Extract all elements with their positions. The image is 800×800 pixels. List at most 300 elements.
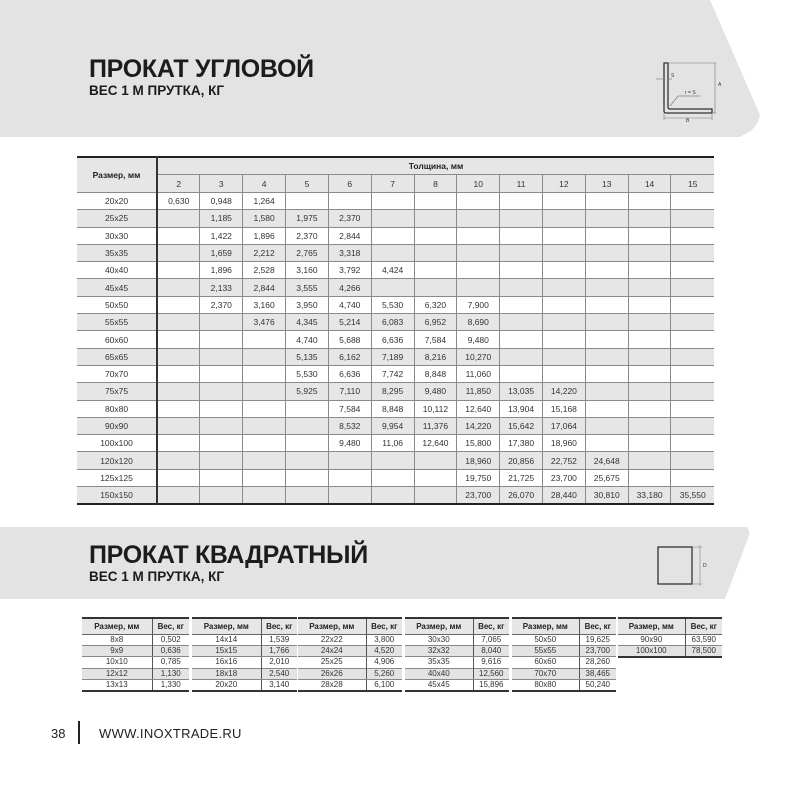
weight-cell: 4,520 bbox=[366, 646, 402, 657]
weight-cell: 11,376 bbox=[414, 417, 457, 434]
size-cell: 45x45 bbox=[405, 679, 473, 691]
weight-cell: 13,904 bbox=[500, 400, 543, 417]
size-cell: 55x55 bbox=[77, 314, 157, 331]
weight-cell bbox=[414, 193, 457, 210]
table-row bbox=[82, 646, 189, 657]
table-row bbox=[512, 679, 616, 691]
weight-cell: 15,168 bbox=[543, 400, 586, 417]
weight-cell: 4,266 bbox=[328, 279, 371, 296]
size-cell: 35x35 bbox=[405, 657, 473, 668]
weight-cell bbox=[543, 348, 586, 365]
weight-cell bbox=[243, 452, 286, 469]
weight-cell bbox=[585, 383, 628, 400]
weight-cell bbox=[243, 469, 286, 486]
size-cell: 50x50 bbox=[77, 296, 157, 313]
weight-cell: 78,500 bbox=[685, 646, 722, 658]
table-row bbox=[77, 435, 714, 452]
weight-cell bbox=[671, 210, 714, 227]
weight-cell bbox=[585, 210, 628, 227]
weight-cell: 22,752 bbox=[543, 452, 586, 469]
weight-cell bbox=[671, 262, 714, 279]
weight-cell bbox=[628, 331, 671, 348]
weight-cell: 1,659 bbox=[200, 244, 243, 261]
weight-cell bbox=[585, 331, 628, 348]
square-table bbox=[618, 617, 722, 658]
weight-cell bbox=[543, 244, 586, 261]
weight-cell bbox=[500, 227, 543, 244]
weight-cell bbox=[457, 227, 500, 244]
weight-cell bbox=[243, 365, 286, 382]
weight-cell: 6,162 bbox=[328, 348, 371, 365]
weight-cell: 9,480 bbox=[414, 383, 457, 400]
weight-cell bbox=[628, 227, 671, 244]
page-number: 38 bbox=[51, 726, 66, 741]
weight-cell: 0,785 bbox=[160, 657, 181, 667]
table-row bbox=[77, 331, 714, 348]
weight-cell: 1,580 bbox=[243, 210, 286, 227]
weight-cell bbox=[157, 417, 200, 434]
weight-cell: 14,220 bbox=[457, 417, 500, 434]
weight-cell bbox=[414, 227, 457, 244]
weight-cell bbox=[157, 365, 200, 382]
square-table bbox=[192, 617, 297, 692]
weight-cell: 3,160 bbox=[243, 296, 286, 313]
weight-cell: 2,133 bbox=[200, 279, 243, 296]
angle-profile-diagram-icon bbox=[652, 58, 732, 122]
thickness-column-header: 10 bbox=[457, 175, 500, 193]
size-cell: 26x26 bbox=[298, 668, 366, 679]
size-cell: 9x9 bbox=[82, 646, 152, 657]
weight-cell: 0,636 bbox=[152, 646, 189, 657]
square-section-title: ПРОКАТ КВАДРАТНЫЙ bbox=[89, 541, 368, 569]
weight-cell bbox=[328, 469, 371, 486]
weight-cell bbox=[671, 348, 714, 365]
weight-cell: 3,792 bbox=[328, 262, 371, 279]
weight-cell bbox=[286, 435, 329, 452]
weight-cell bbox=[243, 487, 286, 505]
weight-cell bbox=[585, 296, 628, 313]
table-row bbox=[77, 417, 714, 434]
weight-cell: 13,035 bbox=[500, 383, 543, 400]
weight-cell bbox=[243, 348, 286, 365]
weight-cell: 38,465 bbox=[579, 668, 616, 679]
weight-cell: 5,925 bbox=[286, 383, 329, 400]
size-cell: 30x30 bbox=[405, 635, 473, 646]
weight-cell bbox=[457, 193, 500, 210]
weight-cell bbox=[628, 296, 671, 313]
weight-cell bbox=[585, 262, 628, 279]
weight-cell bbox=[157, 262, 200, 279]
size-cell: 24x24 bbox=[298, 646, 366, 657]
weight-cell bbox=[671, 331, 714, 348]
square-table bbox=[512, 617, 616, 692]
size-cell: 16x16 bbox=[192, 657, 261, 668]
weight-cell: 10,112 bbox=[414, 400, 457, 417]
table-row bbox=[77, 487, 714, 505]
weight-cell bbox=[628, 365, 671, 382]
weight-cell: 8,295 bbox=[371, 383, 414, 400]
thickness-column-header: 5 bbox=[286, 175, 329, 193]
size-cell: 150x150 bbox=[77, 487, 157, 505]
weight-cell: 63,590 bbox=[691, 635, 716, 645]
weight-cell: 17,380 bbox=[500, 435, 543, 452]
weight-cell bbox=[628, 348, 671, 365]
svg-text:D: D bbox=[703, 563, 707, 569]
thickness-column-header: 4 bbox=[243, 175, 286, 193]
weight-cell: 12,640 bbox=[414, 435, 457, 452]
weight-cell: 6,083 bbox=[371, 314, 414, 331]
table-row bbox=[77, 400, 714, 417]
weight-cell: 1,539 bbox=[269, 635, 290, 645]
weight-cell bbox=[628, 452, 671, 469]
table-row bbox=[192, 657, 297, 668]
size-cell: 22x22 bbox=[298, 635, 366, 646]
weight-cell bbox=[200, 400, 243, 417]
weight-cell bbox=[671, 417, 714, 434]
weight-cell bbox=[286, 487, 329, 505]
weight-cell bbox=[243, 331, 286, 348]
weight-cell: 11,06 bbox=[371, 435, 414, 452]
weight-cell bbox=[243, 383, 286, 400]
weight-cell: 2,528 bbox=[243, 262, 286, 279]
size-cell: 55x55 bbox=[512, 646, 579, 657]
table-row bbox=[192, 679, 297, 691]
weight-cell bbox=[671, 400, 714, 417]
weight-cell: 28,260 bbox=[585, 657, 610, 667]
weight-cell: 15,642 bbox=[500, 417, 543, 434]
weight-cell: 6,100 bbox=[374, 679, 395, 689]
weight-cell bbox=[671, 469, 714, 486]
thickness-header: Толщина, мм bbox=[157, 157, 714, 175]
table-row bbox=[192, 668, 297, 679]
weight-cell bbox=[585, 279, 628, 296]
weight-cell bbox=[628, 279, 671, 296]
weight-cell bbox=[200, 365, 243, 382]
footer-divider bbox=[78, 721, 80, 744]
weight-cell bbox=[500, 244, 543, 261]
weight-cell: 3,800 bbox=[374, 635, 395, 645]
size-cell: 75x75 bbox=[77, 383, 157, 400]
table-row bbox=[77, 279, 714, 296]
weight-cell: 30,810 bbox=[585, 487, 628, 505]
weight-cell: 2,765 bbox=[286, 244, 329, 261]
weight-cell bbox=[671, 452, 714, 469]
thickness-column-header: 13 bbox=[585, 175, 628, 193]
weight-cell: 4,740 bbox=[328, 296, 371, 313]
weight-cell: 5,214 bbox=[328, 314, 371, 331]
weight-cell bbox=[200, 383, 243, 400]
weight-cell: 1,896 bbox=[243, 227, 286, 244]
weight-cell: 26,070 bbox=[500, 487, 543, 505]
weight-cell: 8,848 bbox=[371, 400, 414, 417]
table-row bbox=[77, 452, 714, 469]
weight-cell bbox=[371, 469, 414, 486]
weight-cell bbox=[671, 227, 714, 244]
weight-cell: 3,140 bbox=[269, 679, 290, 689]
weight-cell bbox=[628, 417, 671, 434]
size-cell: 70x70 bbox=[512, 668, 579, 679]
weight-cell bbox=[371, 227, 414, 244]
weight-cell: 2,212 bbox=[243, 244, 286, 261]
weight-cell: 2,844 bbox=[328, 227, 371, 244]
size-cell: 65x65 bbox=[77, 348, 157, 365]
weight-cell bbox=[371, 193, 414, 210]
weight-cell bbox=[585, 227, 628, 244]
angle-section-subtitle: ВЕС 1 М ПРУТКА, КГ bbox=[89, 83, 225, 98]
weight-cell: 7,584 bbox=[328, 400, 371, 417]
square-table bbox=[405, 617, 509, 692]
weight-cell bbox=[200, 331, 243, 348]
weight-cell bbox=[500, 331, 543, 348]
weight-cell: 7,742 bbox=[371, 365, 414, 382]
weight-cell bbox=[628, 400, 671, 417]
weight-cell: 4,424 bbox=[371, 262, 414, 279]
weight-cell: 7,900 bbox=[457, 296, 500, 313]
table-row bbox=[77, 262, 714, 279]
weight-cell: 8,690 bbox=[457, 314, 500, 331]
table-row bbox=[192, 635, 297, 646]
thickness-column-header: 11 bbox=[500, 175, 543, 193]
table-row bbox=[405, 646, 509, 657]
weight-cell bbox=[500, 296, 543, 313]
size-column-header: Размер, мм bbox=[192, 618, 261, 635]
weight-cell: 9,480 bbox=[328, 435, 371, 452]
weight-cell bbox=[200, 452, 243, 469]
size-cell: 90x90 bbox=[77, 417, 157, 434]
size-cell: 25x25 bbox=[298, 657, 366, 668]
table-row bbox=[512, 668, 616, 679]
size-cell: 8x8 bbox=[82, 635, 152, 646]
size-cell: 100x100 bbox=[618, 646, 685, 658]
weight-cell: 14,220 bbox=[543, 383, 586, 400]
weight-cell bbox=[157, 296, 200, 313]
weight-cell: 9,954 bbox=[371, 417, 414, 434]
size-cell: 90x90 bbox=[618, 635, 685, 646]
weight-cell: 2,370 bbox=[200, 296, 243, 313]
size-cell: 13x13 bbox=[82, 679, 152, 691]
weight-cell bbox=[543, 296, 586, 313]
weight-cell bbox=[157, 244, 200, 261]
weight-cell: 9,616 bbox=[481, 657, 502, 667]
weight-cell: 23,700 bbox=[543, 469, 586, 486]
table-row bbox=[298, 635, 402, 646]
weight-cell: 2,370 bbox=[328, 210, 371, 227]
weight-cell: 24,648 bbox=[585, 452, 628, 469]
weight-column-header: Вес, кг bbox=[366, 618, 402, 635]
weight-cell: 12,640 bbox=[457, 400, 500, 417]
size-cell: 18x18 bbox=[192, 668, 261, 679]
size-column-header: Размер, мм bbox=[77, 157, 157, 193]
size-cell: 10x10 bbox=[82, 657, 152, 668]
size-column-header: Размер, мм bbox=[298, 618, 366, 635]
weight-cell bbox=[371, 452, 414, 469]
weight-cell: 33,180 bbox=[628, 487, 671, 505]
weight-cell bbox=[200, 348, 243, 365]
weight-cell: 19,750 bbox=[457, 469, 500, 486]
weight-cell bbox=[157, 210, 200, 227]
weight-cell: 11,850 bbox=[457, 383, 500, 400]
weight-cell: 0,948 bbox=[200, 193, 243, 210]
weight-cell: 23,700 bbox=[579, 646, 616, 657]
weight-cell: 6,952 bbox=[414, 314, 457, 331]
weight-cell bbox=[585, 435, 628, 452]
weight-cell: 17,064 bbox=[543, 417, 586, 434]
table-row bbox=[77, 365, 714, 382]
weight-cell bbox=[585, 348, 628, 365]
thickness-column-header: 2 bbox=[157, 175, 200, 193]
weight-cell bbox=[543, 262, 586, 279]
weight-cell bbox=[157, 279, 200, 296]
thickness-column-header: 8 bbox=[414, 175, 457, 193]
size-cell: 45x45 bbox=[77, 279, 157, 296]
weight-cell: 2,010 bbox=[269, 657, 290, 667]
table-row bbox=[405, 679, 509, 691]
weight-cell: 1,264 bbox=[243, 193, 286, 210]
svg-text:r = S: r = S bbox=[685, 90, 696, 96]
weight-cell: 6,320 bbox=[414, 296, 457, 313]
size-cell: 14x14 bbox=[192, 635, 261, 646]
svg-text:B: B bbox=[686, 118, 690, 122]
table-row bbox=[77, 244, 714, 261]
table-row bbox=[618, 635, 722, 646]
table-row bbox=[77, 227, 714, 244]
table-row bbox=[82, 657, 189, 668]
weight-cell: 3,476 bbox=[243, 314, 286, 331]
weight-cell: 11,060 bbox=[457, 365, 500, 382]
weight-cell bbox=[543, 227, 586, 244]
thickness-column-header: 14 bbox=[628, 175, 671, 193]
weight-cell bbox=[543, 331, 586, 348]
table-row bbox=[77, 469, 714, 486]
weight-cell bbox=[371, 487, 414, 505]
table-row bbox=[82, 679, 189, 691]
weight-cell bbox=[500, 210, 543, 227]
weight-cell bbox=[157, 400, 200, 417]
weight-cell: 3,318 bbox=[328, 244, 371, 261]
weight-cell: 8,216 bbox=[414, 348, 457, 365]
weight-cell bbox=[457, 210, 500, 227]
weight-cell: 4,906 bbox=[374, 657, 395, 667]
size-cell: 40x40 bbox=[77, 262, 157, 279]
weight-cell bbox=[543, 193, 586, 210]
weight-cell: 8,532 bbox=[328, 417, 371, 434]
weight-cell: 12,560 bbox=[473, 668, 509, 679]
table-row bbox=[298, 646, 402, 657]
weight-cell: 7,189 bbox=[371, 348, 414, 365]
weight-cell: 8,040 bbox=[473, 646, 509, 657]
svg-text:A: A bbox=[718, 82, 722, 88]
weight-cell: 21,725 bbox=[500, 469, 543, 486]
square-table bbox=[82, 617, 189, 692]
weight-cell bbox=[157, 227, 200, 244]
weight-cell bbox=[671, 365, 714, 382]
table-row bbox=[405, 635, 509, 646]
weight-cell: 2,844 bbox=[243, 279, 286, 296]
weight-cell: 8,848 bbox=[414, 365, 457, 382]
weight-cell: 5,135 bbox=[286, 348, 329, 365]
size-cell: 60x60 bbox=[512, 657, 579, 668]
weight-cell bbox=[243, 435, 286, 452]
weight-cell: 7,065 bbox=[481, 635, 502, 645]
weight-cell: 10,270 bbox=[457, 348, 500, 365]
weight-cell bbox=[628, 193, 671, 210]
weight-cell bbox=[200, 469, 243, 486]
size-cell: 30x30 bbox=[77, 227, 157, 244]
weight-cell: 3,555 bbox=[286, 279, 329, 296]
table-row bbox=[192, 646, 297, 657]
weight-cell: 3,160 bbox=[286, 262, 329, 279]
table-row bbox=[77, 383, 714, 400]
weight-cell: 5,530 bbox=[286, 365, 329, 382]
size-column-header: Размер, мм bbox=[405, 618, 473, 635]
weight-cell bbox=[414, 487, 457, 505]
weight-cell: 1,422 bbox=[200, 227, 243, 244]
weight-cell bbox=[286, 469, 329, 486]
weight-cell bbox=[585, 244, 628, 261]
weight-cell: 0,502 bbox=[160, 635, 181, 645]
size-cell: 25x25 bbox=[77, 210, 157, 227]
weight-cell bbox=[371, 244, 414, 261]
table-row bbox=[405, 657, 509, 668]
weight-cell bbox=[286, 417, 329, 434]
thickness-column-header: 7 bbox=[371, 175, 414, 193]
weight-cell bbox=[457, 262, 500, 279]
weight-cell bbox=[671, 279, 714, 296]
square-profile-diagram-icon bbox=[655, 544, 715, 586]
weight-cell bbox=[500, 279, 543, 296]
size-cell: 20x20 bbox=[192, 679, 261, 691]
weight-cell: 1,330 bbox=[160, 679, 181, 689]
website-link[interactable]: WWW.INOXTRADE.RU bbox=[99, 726, 242, 741]
weight-cell: 1,185 bbox=[200, 210, 243, 227]
weight-column-header: Вес, кг bbox=[152, 618, 189, 635]
weight-cell bbox=[628, 244, 671, 261]
size-cell: 60x60 bbox=[77, 331, 157, 348]
weight-cell: 50,240 bbox=[585, 679, 610, 689]
weight-cell: 15,896 bbox=[479, 679, 504, 689]
weight-cell: 4,740 bbox=[286, 331, 329, 348]
weight-cell bbox=[371, 210, 414, 227]
weight-cell bbox=[628, 469, 671, 486]
weight-cell bbox=[286, 193, 329, 210]
weight-cell bbox=[671, 244, 714, 261]
weight-cell bbox=[671, 296, 714, 313]
weight-cell: 4,345 bbox=[286, 314, 329, 331]
square-section-subtitle: ВЕС 1 М ПРУТКА, КГ bbox=[89, 569, 225, 584]
weight-cell bbox=[628, 210, 671, 227]
weight-cell: 5,530 bbox=[371, 296, 414, 313]
weight-cell bbox=[371, 279, 414, 296]
weight-cell: 5,260 bbox=[366, 668, 402, 679]
size-cell: 120x120 bbox=[77, 452, 157, 469]
weight-cell: 6,636 bbox=[371, 331, 414, 348]
size-cell: 70x70 bbox=[77, 365, 157, 382]
weight-cell: 3,950 bbox=[286, 296, 329, 313]
weight-cell: 2,370 bbox=[286, 227, 329, 244]
weight-cell: 7,584 bbox=[414, 331, 457, 348]
weight-cell: 35,550 bbox=[671, 487, 714, 505]
weight-cell bbox=[500, 365, 543, 382]
weight-cell bbox=[500, 262, 543, 279]
weight-cell bbox=[157, 383, 200, 400]
weight-cell bbox=[585, 193, 628, 210]
table-row bbox=[77, 210, 714, 227]
weight-column-header: Вес, кг bbox=[685, 618, 722, 635]
size-cell: 32x32 bbox=[405, 646, 473, 657]
thickness-column-header: 12 bbox=[543, 175, 586, 193]
table-row bbox=[512, 635, 616, 646]
size-column-header: Размер, мм bbox=[618, 618, 685, 635]
